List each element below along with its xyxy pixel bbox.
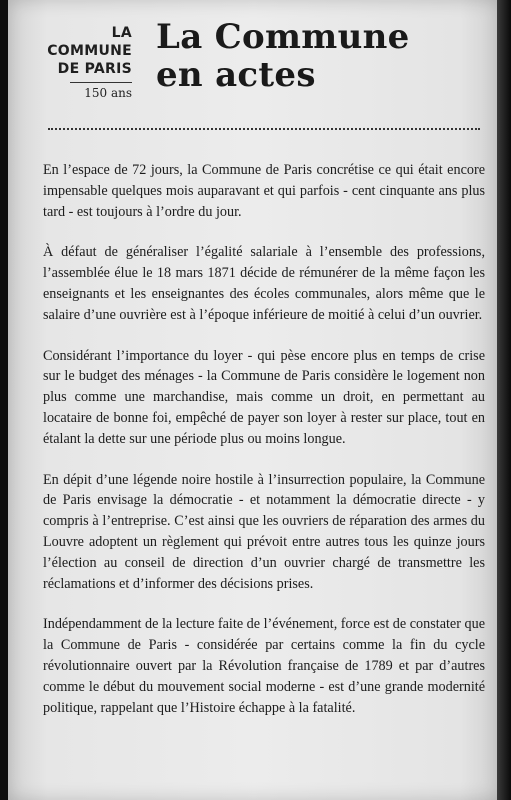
paragraph-4: En dépit d’une légende noire hostile à l’insurrection populaire, la Commune de Paris envisage la démocratie - et notamment la démocratie directe - y compris à l’entreprise. C’est ainsi que les ouvriers de réparation des armes du Louvre adoptent un règlement qui prévoit entre autres tous les quinze jours l’élection au conseil de direction d’un ouvrier chargé de transmettre les réclamations et d’informer des décisions prises.	[43, 471, 485, 592]
logo-line-3: DE PARIS	[57, 61, 132, 77]
title-line-2: en actes	[156, 55, 316, 95]
page-title	[156, 18, 410, 94]
logo-anniversary: 150 ans	[84, 86, 132, 100]
title-line-1: La Commune	[156, 17, 410, 57]
dotted-divider	[48, 128, 480, 130]
poster-sheet	[8, 0, 500, 800]
logo-line-1: LA	[111, 25, 132, 41]
paragraph-5: Indépendamment de la lecture faite de l’événement, force est de constater que la Commune de Paris - considérée par certains comme la fin du cycle révolutionnaire ouvert par la Révolution française de 1789 et par d’autres comme le début du mouvement social moderne - est d’une grande modernité politique, rappelant que l’Histoire échappe à la fatalité.	[43, 616, 485, 716]
logo-line-2: COMMUNE	[47, 43, 132, 59]
background-edge	[497, 0, 511, 800]
paragraph-2: À défaut de généraliser l’égalité salariale à l’ensemble des professions, l’assemblée élue le 18 mars 1871 décide de rémunérer de la même façon les enseignants et les enseignantes des écoles communales, alors même que le salaire d’une ouvrière est à l’époque inférieure de moitié à celui d’un ouvrier.	[43, 244, 485, 323]
commune-logo	[42, 24, 132, 101]
paragraph-3: Considérant l’importance du loyer - qui pèse encore plus en temps de crise sur le budget des ménages - la Commune de Paris considère le logement non plus comme une marchandise, mais comme un droit, en permettant au locataire de bonne foi, empêché de payer son loyer à rester sur place, tout en étalant la dette sur une période plus ou moins longue.	[43, 347, 485, 447]
body-text	[43, 160, 485, 738]
paragraph-1: En l’espace de 72 jours, la Commune de Paris concrétise ce qui était encore impensable quelques mois auparavant et qui parfois - cent cinquante ans plus tard - est toujours à l’ordre du jour.	[43, 162, 485, 220]
logo-divider	[70, 82, 132, 83]
